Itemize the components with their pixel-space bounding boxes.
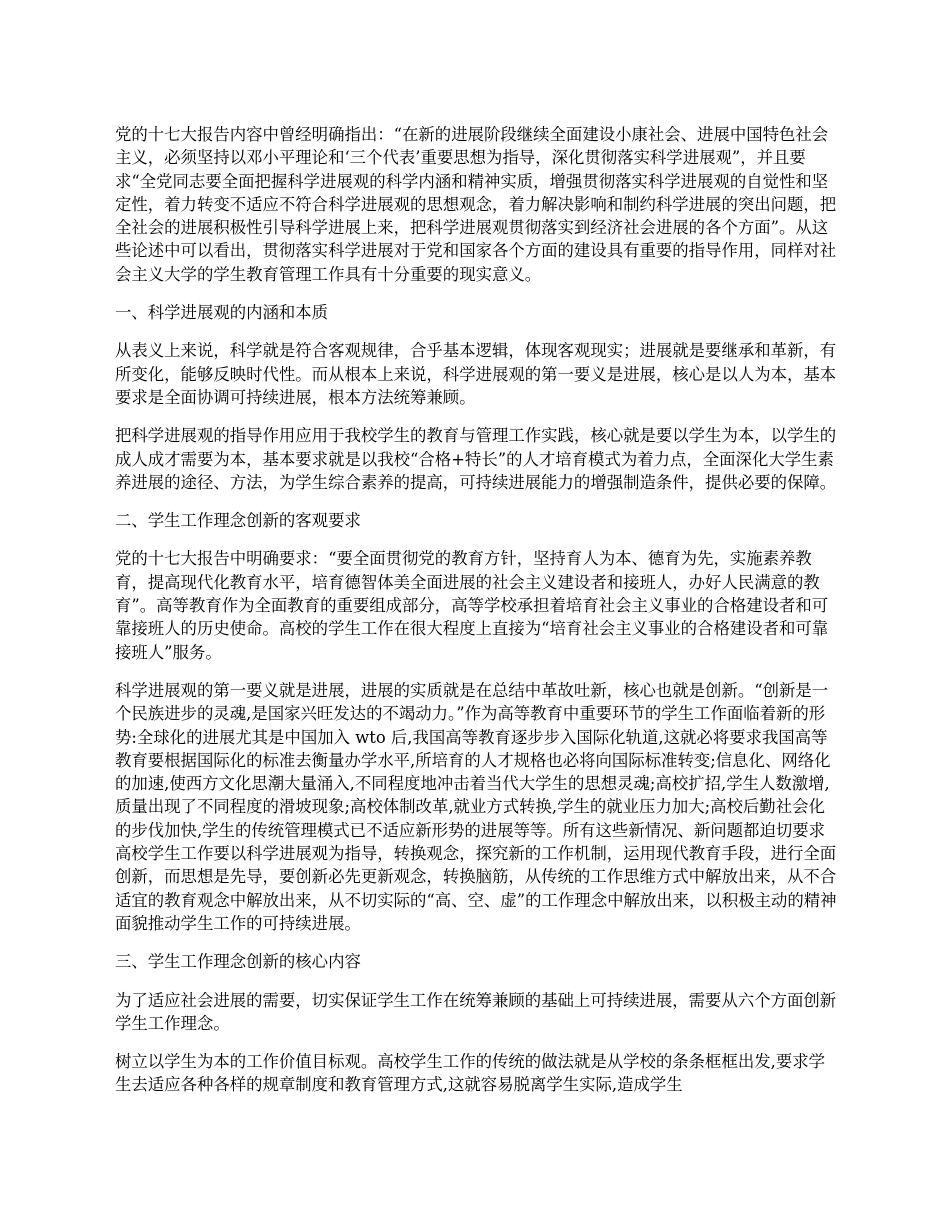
- body-paragraph: 把科学进展观的指导作用应用于我校学生的教育与管理工作实践，核心就是要以学生为本，以学生的成人成才需要为本，基本要求就是以我校“合格+特长”的人才培育模式为着力点，全面深化大学生素养进展的途径、方法，为学生综合素养的提高，可持续进展能力的增强制造条件，提供必要的保障。: [115, 426, 837, 492]
- intro-paragraph: 党的十七大报告内容中曾经明确指出：“在新的进展阶段继续全面建设小康社会、进展中国特色社会主义，必须坚持以邓小平理论和‘三个代表’重要思想为指导，深化贯彻落实科学进展观”，并且要求“全党同志要全面把握科学进展观的科学内涵和精神实质，增强贯彻落实科学进展观的自觉性和坚定性，着力转变不适应不符合科学进展观的思想观念，着力解决影响和制约科学进展的突出问题，把全社会的进展积极性引导科学进展上来，把科学进展观贯彻落实到经济社会进展的各个方面”。从这些论述中可以看出，贯彻落实科学进展对于党和国家各个方面的建设具有重要的指导作用，同样对社会主义大学的学生教育管理工作具有十分重要的现实意义。: [115, 125, 837, 284]
- body-paragraph: 从表义上来说，科学就是符合客观规律，合乎基本逻辑，体现客观现实；进展就是要继承和革新，有所变化，能够反映时代性。而从根本上来说，科学进展观的第一要义是进展，核心是以人为本，基本要求是全面协调可持续进展，根本方法统筹兼顾。: [115, 341, 837, 407]
- body-paragraph: 为了适应社会进展的需要，切实保证学生工作在统筹兼顾的基础上可持续进展，需要从六个方面创新学生工作理念。: [115, 990, 837, 1033]
- document-page: [115, 123, 840, 1112]
- section-heading-1: 一、科学进展观的内涵和本质: [115, 303, 329, 323]
- body-paragraph: 树立以学生为本的工作价值目标观。高校学生工作的传统的做法就是从学校的条条框框出发,要求学生去适应各种各样的规章制度和教育管理方式,这就容易脱离学生实际,造成学生: [115, 1052, 826, 1095]
- body-paragraph: 党的十七大报告中明确要求：“要全面贯彻党的教育方针，坚持育人为本、德育为先，实施素养教育，提高现代化教育水平，培育德智体美全面进展的社会主义建设者和接班人，办好人民满意的教育”。高等教育作为全面教育的重要组成部分，高等学校承担着培育社会主义事业的合格建设者和可靠接班人的历史使命。高校的学生工作在很大程度上直接为“培育社会主义事业的合格建设者和可靠接班人”服务。: [115, 549, 829, 662]
- body-paragraph: 科学进展观的第一要义就是进展，进展的实质就是在总结中革故吐新，核心也就是创新。“创新是一个民族进步的灵魂,是国家兴旺发达的不竭动力。”作为高等教育中重要环节的学生工作面临着新的形势:全球化的进展尤其是中国加入 wto 后,我国高等教育逐步步入国际化轨道,这就必将要求我国高等教育要根据国际化的标准去衡量办学水平,所培育的人才规格也必将向国际标准转变;信息化、网络化的加速,使西方文化思潮大量涌入,不同程度地冲击着当代大学生的思想灵魂;高校扩招,学生人数激增,质量出现了不同程度的滑坡现象;高校体制改革,就业方式转换,学生的就业压力加大;高校后勤社会化的步伐加快,学生的传统管理模式已不适应新形势的进展等等。所有这些新情况、新问题都迫切要求高校学生工作要以科学进展观为指导，转换观念，探究新的工作机制，运用现代教育手段，进行全面创新，而思想是先导，要创新必先更新观念，转换脑筋，从传统的工作思维方式中解放出来，从不合适宜的教育观念中解放出来，从不切实际的“高、空、虚”的工作理念中解放出来，以积极主动的精神面貌推动学生工作的可持续进展。: [115, 680, 837, 933]
- section-heading-2: 二、学生工作理念创新的客观要求: [115, 511, 361, 531]
- section-heading-3: 三、学生工作理念创新的核心内容: [115, 952, 361, 972]
